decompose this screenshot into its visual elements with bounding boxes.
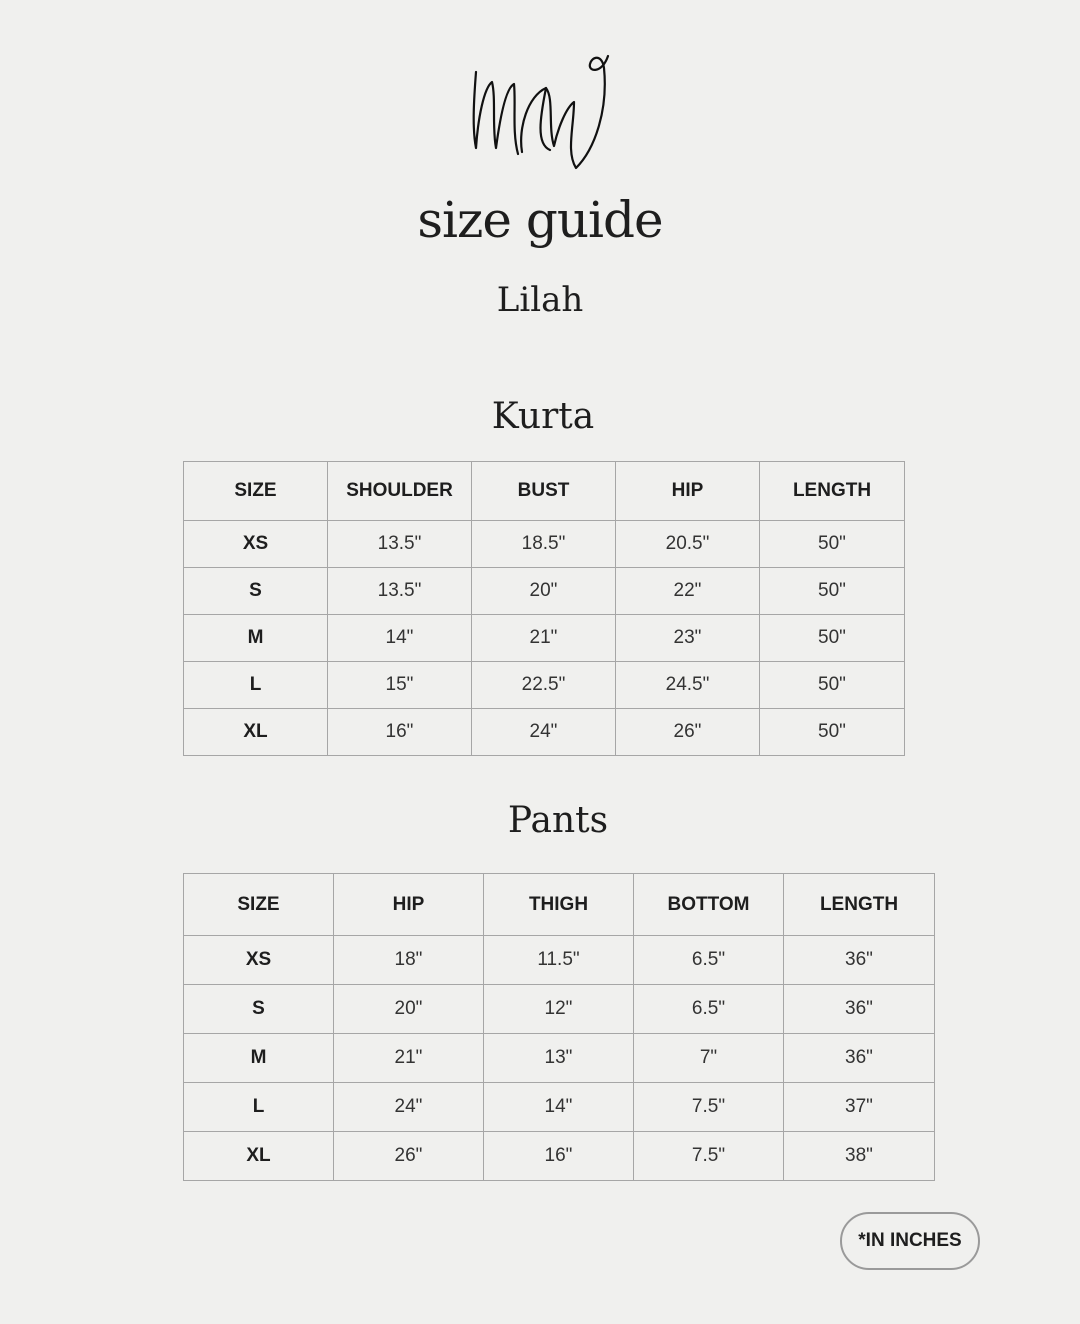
table-cell: 12"	[484, 985, 634, 1034]
size-cell: L	[184, 662, 328, 709]
table-cell: 36"	[784, 936, 935, 985]
column-header: BUST	[472, 462, 616, 521]
table-cell: 11.5"	[484, 936, 634, 985]
table-cell: 22.5"	[472, 662, 616, 709]
table-cell: 50"	[760, 615, 905, 662]
table-cell: 37"	[784, 1083, 935, 1132]
table-cell: 6.5"	[634, 936, 784, 985]
page-title: size guide	[417, 191, 663, 249]
table-cell: 22"	[616, 568, 760, 615]
table-cell: 24.5"	[616, 662, 760, 709]
table-cell: 36"	[784, 1034, 935, 1083]
table-cell: 26"	[616, 709, 760, 756]
table-row	[184, 1132, 935, 1181]
table-cell: 24"	[472, 709, 616, 756]
size-cell: M	[184, 615, 328, 662]
table-cell: 16"	[484, 1132, 634, 1181]
column-header: LENGTH	[784, 874, 935, 936]
product-name: Lilah	[496, 280, 584, 320]
table-cell: 6.5"	[634, 985, 784, 1034]
table-cell: 26"	[334, 1132, 484, 1181]
table-cell: 15"	[328, 662, 472, 709]
table-cell: 36"	[784, 985, 935, 1034]
table-cell: 50"	[760, 521, 905, 568]
table-cell: 16"	[328, 709, 472, 756]
column-header: HIP	[616, 462, 760, 521]
table-row	[184, 521, 905, 568]
pants-title: Pants	[507, 800, 609, 841]
table-cell: 13.5"	[328, 568, 472, 615]
table-cell: 50"	[760, 662, 905, 709]
table-cell: 38"	[784, 1132, 935, 1181]
table-cell: 7"	[634, 1034, 784, 1083]
size-cell: S	[184, 985, 334, 1034]
table-cell: 50"	[760, 568, 905, 615]
table-cell: 20.5"	[616, 521, 760, 568]
column-header: THIGH	[484, 874, 634, 936]
table-cell: 13"	[484, 1034, 634, 1083]
table-cell: 7.5"	[634, 1132, 784, 1181]
size-cell: XL	[184, 1132, 334, 1181]
column-header: SIZE	[184, 462, 328, 521]
table-cell: 7.5"	[634, 1083, 784, 1132]
table-cell: 18.5"	[472, 521, 616, 568]
table-row	[184, 1034, 935, 1083]
brand-logo	[462, 48, 622, 176]
size-cell: S	[184, 568, 328, 615]
table-row	[184, 568, 905, 615]
column-header: SIZE	[184, 874, 334, 936]
table-row	[184, 615, 905, 662]
table-cell: 14"	[328, 615, 472, 662]
column-header: BOTTOM	[634, 874, 784, 936]
units-note-badge: *IN INCHES	[840, 1212, 980, 1270]
column-header: SHOULDER	[328, 462, 472, 521]
size-cell: XS	[184, 521, 328, 568]
table-row	[184, 709, 905, 756]
table-row	[184, 936, 935, 985]
pants-size-table	[183, 873, 935, 1181]
table-cell: 20"	[472, 568, 616, 615]
table-cell: 50"	[760, 709, 905, 756]
size-cell: XL	[184, 709, 328, 756]
table-cell: 23"	[616, 615, 760, 662]
size-cell: M	[184, 1034, 334, 1083]
size-cell: L	[184, 1083, 334, 1132]
column-header: LENGTH	[760, 462, 905, 521]
table-row	[184, 985, 935, 1034]
table-cell: 13.5"	[328, 521, 472, 568]
table-row	[184, 1083, 935, 1132]
kurta-size-table	[183, 461, 905, 756]
table-cell: 21"	[334, 1034, 484, 1083]
table-cell: 18"	[334, 936, 484, 985]
size-cell: XS	[184, 936, 334, 985]
table-header-row	[184, 874, 935, 936]
kurta-title: Kurta	[491, 396, 595, 437]
table-header-row	[184, 462, 905, 521]
table-cell: 20"	[334, 985, 484, 1034]
table-cell: 21"	[472, 615, 616, 662]
table-row	[184, 662, 905, 709]
column-header: HIP	[334, 874, 484, 936]
table-cell: 24"	[334, 1083, 484, 1132]
table-cell: 14"	[484, 1083, 634, 1132]
